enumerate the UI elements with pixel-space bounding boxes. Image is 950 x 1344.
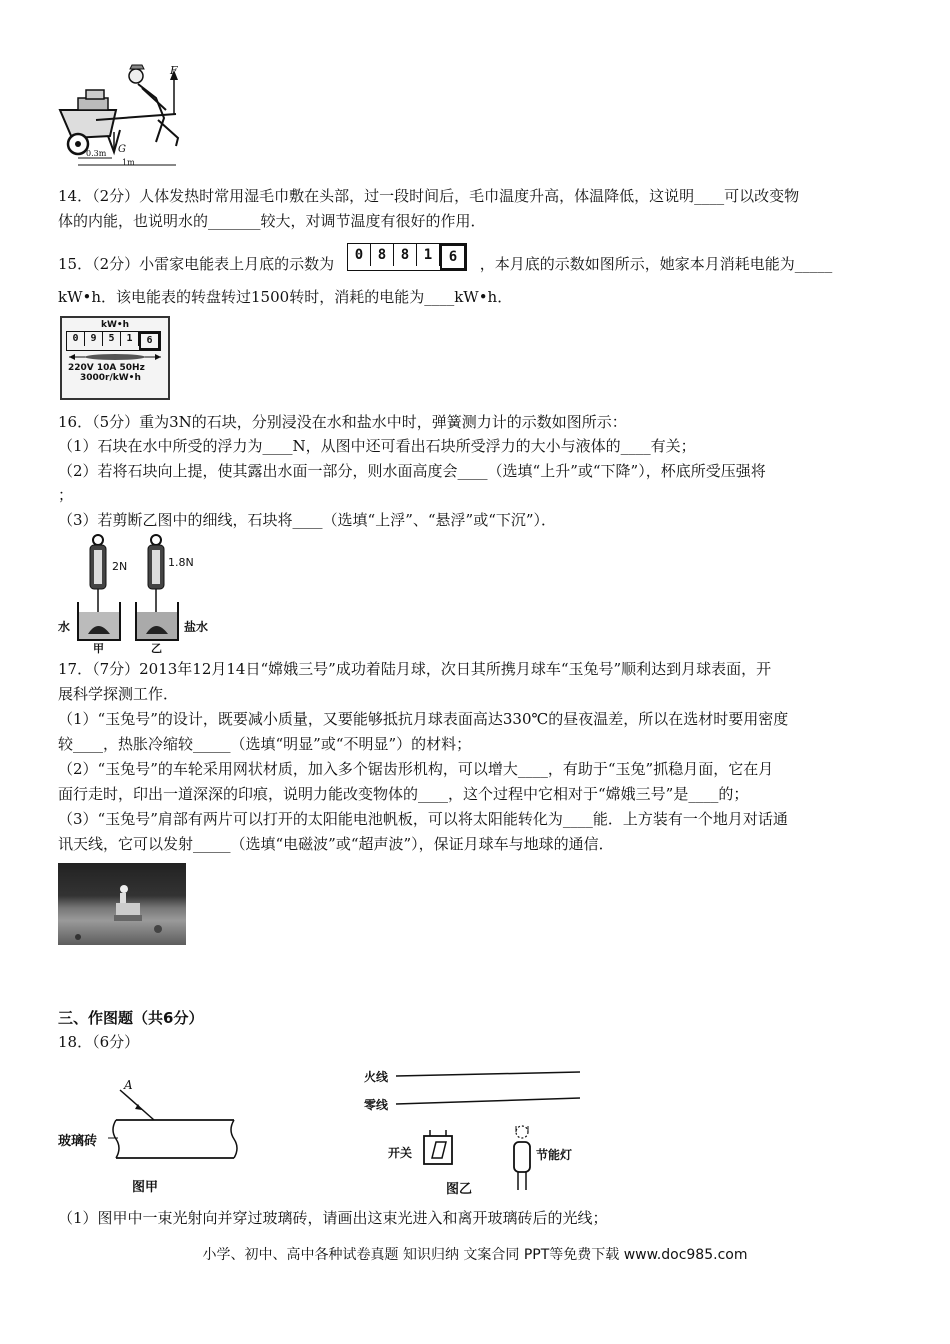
wheelbarrow-figure [56, 58, 186, 168]
q18-title: 18．（6分） [58, 1033, 140, 1051]
meter-unit: kW•h [100, 320, 130, 330]
q15-text-b: ，本月底的示数如图所示，她家本月消耗电能为_____ [479, 255, 833, 273]
distance-0-3m-label: 0.3m [86, 149, 107, 158]
force-f-label: F [170, 64, 178, 77]
glass-brick-figure [58, 1072, 248, 1202]
q16-line2: （1）石块在水中所受的浮力为____N，从图中还可看出石块所受浮力的大小与液体的____有关； [58, 437, 696, 455]
q17-line1: 17．（7分）2013年12月14日“嫦娥三号”成功着陆月球，次日其所携月球车“玉兔号”顺利达到月球表面，开 [58, 660, 772, 678]
lamp-label: 节能灯 [536, 1148, 573, 1162]
last-month-meter-digits [347, 243, 467, 271]
digit: 0 [348, 244, 371, 266]
meter-spec: 220V 10A 50Hz [68, 362, 145, 373]
left-reading: 2N [112, 560, 128, 573]
q15-text-a: 15．（2分）小雷家电能表上月底的示数为 [58, 255, 335, 273]
moon-rover-photo [58, 863, 186, 945]
digit: 0 [67, 332, 85, 346]
q14-line1: 14．（2分）人体发热时常用湿毛巾敷在头部，过一段时间后，毛巾温度升高，体温降低，这说明____可以改变物 [58, 187, 800, 205]
point-a-label: A [124, 1078, 133, 1092]
household-circuit-figure [360, 1060, 610, 1200]
q16-line4: ； [58, 486, 74, 504]
distance-1m-label: 1m [122, 158, 135, 167]
q17-line7: （3）“玉兔号”肩部有两片可以打开的太阳能电池帆板，可以将太阳能转化为____能．上方装有一个地月对话通 [58, 810, 788, 828]
digit: 8 [394, 244, 417, 266]
salt-water-label: 盐水 [184, 620, 209, 634]
digit: 9 [85, 332, 103, 346]
page-footer: 小学、初中、高中各种试卷真题 知识归纳 文案合同 PPT等免费下载 www.doc985.com [202, 1247, 748, 1263]
meter-rate: 3000r/kW•h [80, 372, 141, 383]
water-label: 水 [58, 620, 71, 634]
q17-line3: （1）“玉兔号”的设计，既要减小质量，又要能够抵抗月球表面高达330℃的昼夜温差，所以在选材时要用密度 [58, 710, 789, 728]
q16-line3: （2）若将石块向上提，使其露出水面一部分，则水面高度会____（选填“上升”或“下降”），杯底所受压强将 [58, 462, 766, 480]
digit: 8 [371, 244, 394, 266]
neutral-wire-label: 零线 [364, 1098, 389, 1112]
gravity-g-label: G [118, 144, 126, 155]
digit: 5 [103, 332, 121, 346]
spring-scale-figure [56, 530, 226, 655]
q16-line1: 16．（5分）重为3N的石块，分别浸没在水和盐水中时，弹簧测力计的示数如图所示： [58, 413, 627, 431]
electric-meter-figure [60, 316, 170, 400]
q17-line4: 较____，热胀冷缩较_____（选填“明显”或“不明显”）的材料； [58, 735, 472, 753]
q16-line5: （3）若剪断乙图中的细线，石块将____（选填“上浮”、“悬浮”或“下沉”）． [58, 511, 557, 529]
fig-yi-caption: 图乙 [446, 1182, 473, 1197]
meter-disc-icon [65, 351, 165, 363]
q17-line5: （2）“玉兔号”的车轮采用网状材质，加入多个锯齿形机构，可以增大____，有助于“玉兔”抓稳月面，它在月 [58, 760, 774, 778]
digit: 1 [417, 244, 440, 266]
switch-label: 开关 [388, 1146, 413, 1160]
digit: 6 [139, 332, 160, 350]
caption-yi: 乙 [151, 642, 162, 655]
q14-line2: 体的内能，也说明水的_______较大，对调节温度有很好的作用． [58, 212, 486, 230]
caption-jia: 甲 [93, 642, 104, 655]
fig-jia-caption: 图甲 [132, 1180, 159, 1195]
q17-line6: 面行走时，印出一道深深的印痕，说明力能改变物体的____，这个过程中它相对于“嫦娥三号”是____的； [58, 785, 749, 803]
digit: 1 [121, 332, 139, 346]
section3-heading: 三、作图题（共6分） [58, 1009, 204, 1027]
right-reading: 1.8N [168, 556, 194, 569]
q17-line2: 展科学探测工作． [58, 685, 179, 703]
q15-line1 [58, 247, 833, 279]
q17-line8: 讯天线，它可以发射_____（选填“电磁波”或“超声波”），保证月球车与地球的通信． [58, 835, 614, 853]
digit: 6 [440, 244, 466, 270]
live-wire-label: 火线 [364, 1070, 389, 1084]
meter-digits [66, 331, 161, 351]
q15-line2: kW•h．该电能表的转盘转过1500转时，消耗的电能为____kW•h． [58, 288, 513, 306]
q18-sub1: （1）图甲中一束光射向并穿过玻璃砖，请画出这束光进入和离开玻璃砖后的光线； [58, 1209, 608, 1227]
glass-brick-label: 玻璃砖 [58, 1134, 98, 1149]
